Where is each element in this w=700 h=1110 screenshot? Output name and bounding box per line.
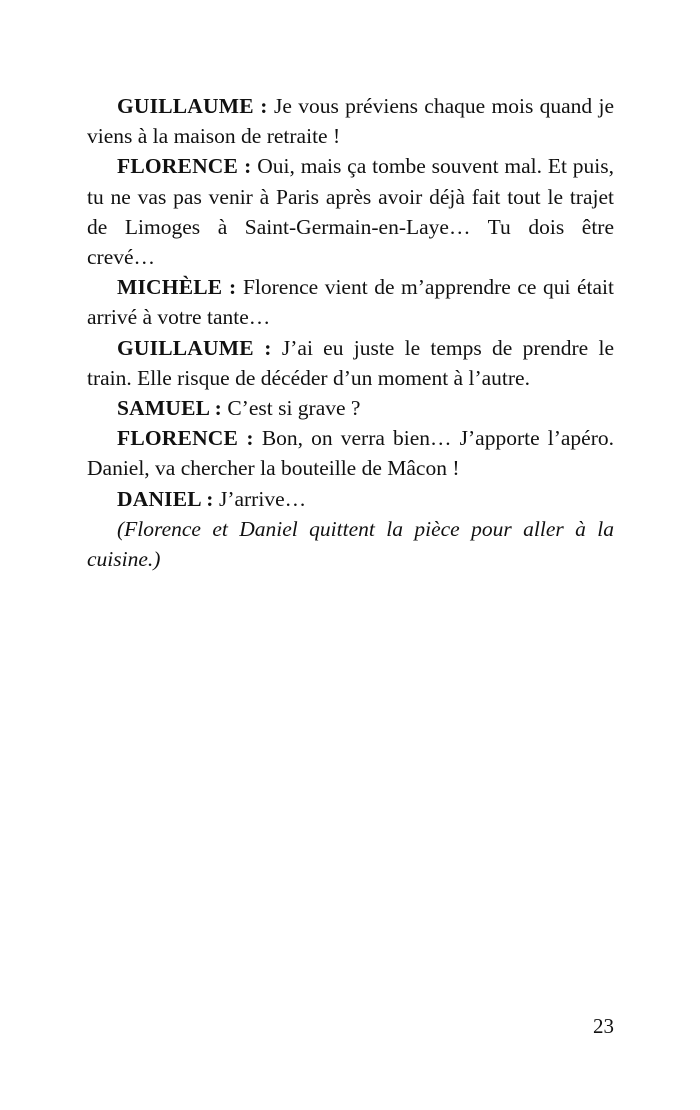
stage-direction: (Florence et Daniel quittent la pièce pour aller à la cuisine.) bbox=[87, 516, 614, 572]
dialogue-text: C’est si grave ? bbox=[221, 396, 361, 421]
page-number: 23 bbox=[593, 1014, 614, 1038]
dialogue-line bbox=[87, 484, 614, 514]
dialogue-text: Bon, on verra bien… J’apporte l’apéro. Daniel, va chercher la bouteille de Mâcon ! bbox=[87, 426, 614, 481]
dialogue-line bbox=[87, 151, 614, 272]
dialogue-text: Je vous préviens chaque mois quand je viens à la maison de retraite ! bbox=[87, 94, 614, 149]
speaker-name: FLORENCE : bbox=[117, 154, 252, 179]
dialogue-text: J’arrive… bbox=[213, 486, 307, 511]
speaker-name: FLORENCE : bbox=[117, 426, 254, 451]
dialogue-line bbox=[87, 393, 614, 423]
dialogue-line bbox=[87, 272, 614, 332]
dialogue-line bbox=[87, 91, 614, 151]
speaker-name: GUILLAUME : bbox=[117, 94, 268, 118]
speaker-name: DANIEL : bbox=[117, 486, 214, 511]
dialogue-text: Florence vient de m’apprendre ce qui était arrivé à votre tante… bbox=[87, 275, 614, 330]
dialogue-text: Oui, mais ça tombe souvent mal. Et puis, tu ne vas pas venir à Paris après avoir déjà fait tout le trajet de Limoges à Saint-Germain-en-Laye… Tu dois être crevé… bbox=[87, 154, 614, 270]
speaker-name: SAMUEL : bbox=[117, 396, 222, 421]
dialogue-text: J’ai eu juste le temps de prendre le train. Elle risque de décéder d’un moment à l’autre. bbox=[87, 335, 614, 390]
dialogue-line bbox=[87, 423, 614, 483]
dialogue-block bbox=[87, 91, 614, 574]
dialogue-line bbox=[87, 333, 614, 393]
speaker-name: MICHÈLE : bbox=[117, 275, 237, 300]
speaker-name: GUILLAUME : bbox=[117, 335, 272, 360]
